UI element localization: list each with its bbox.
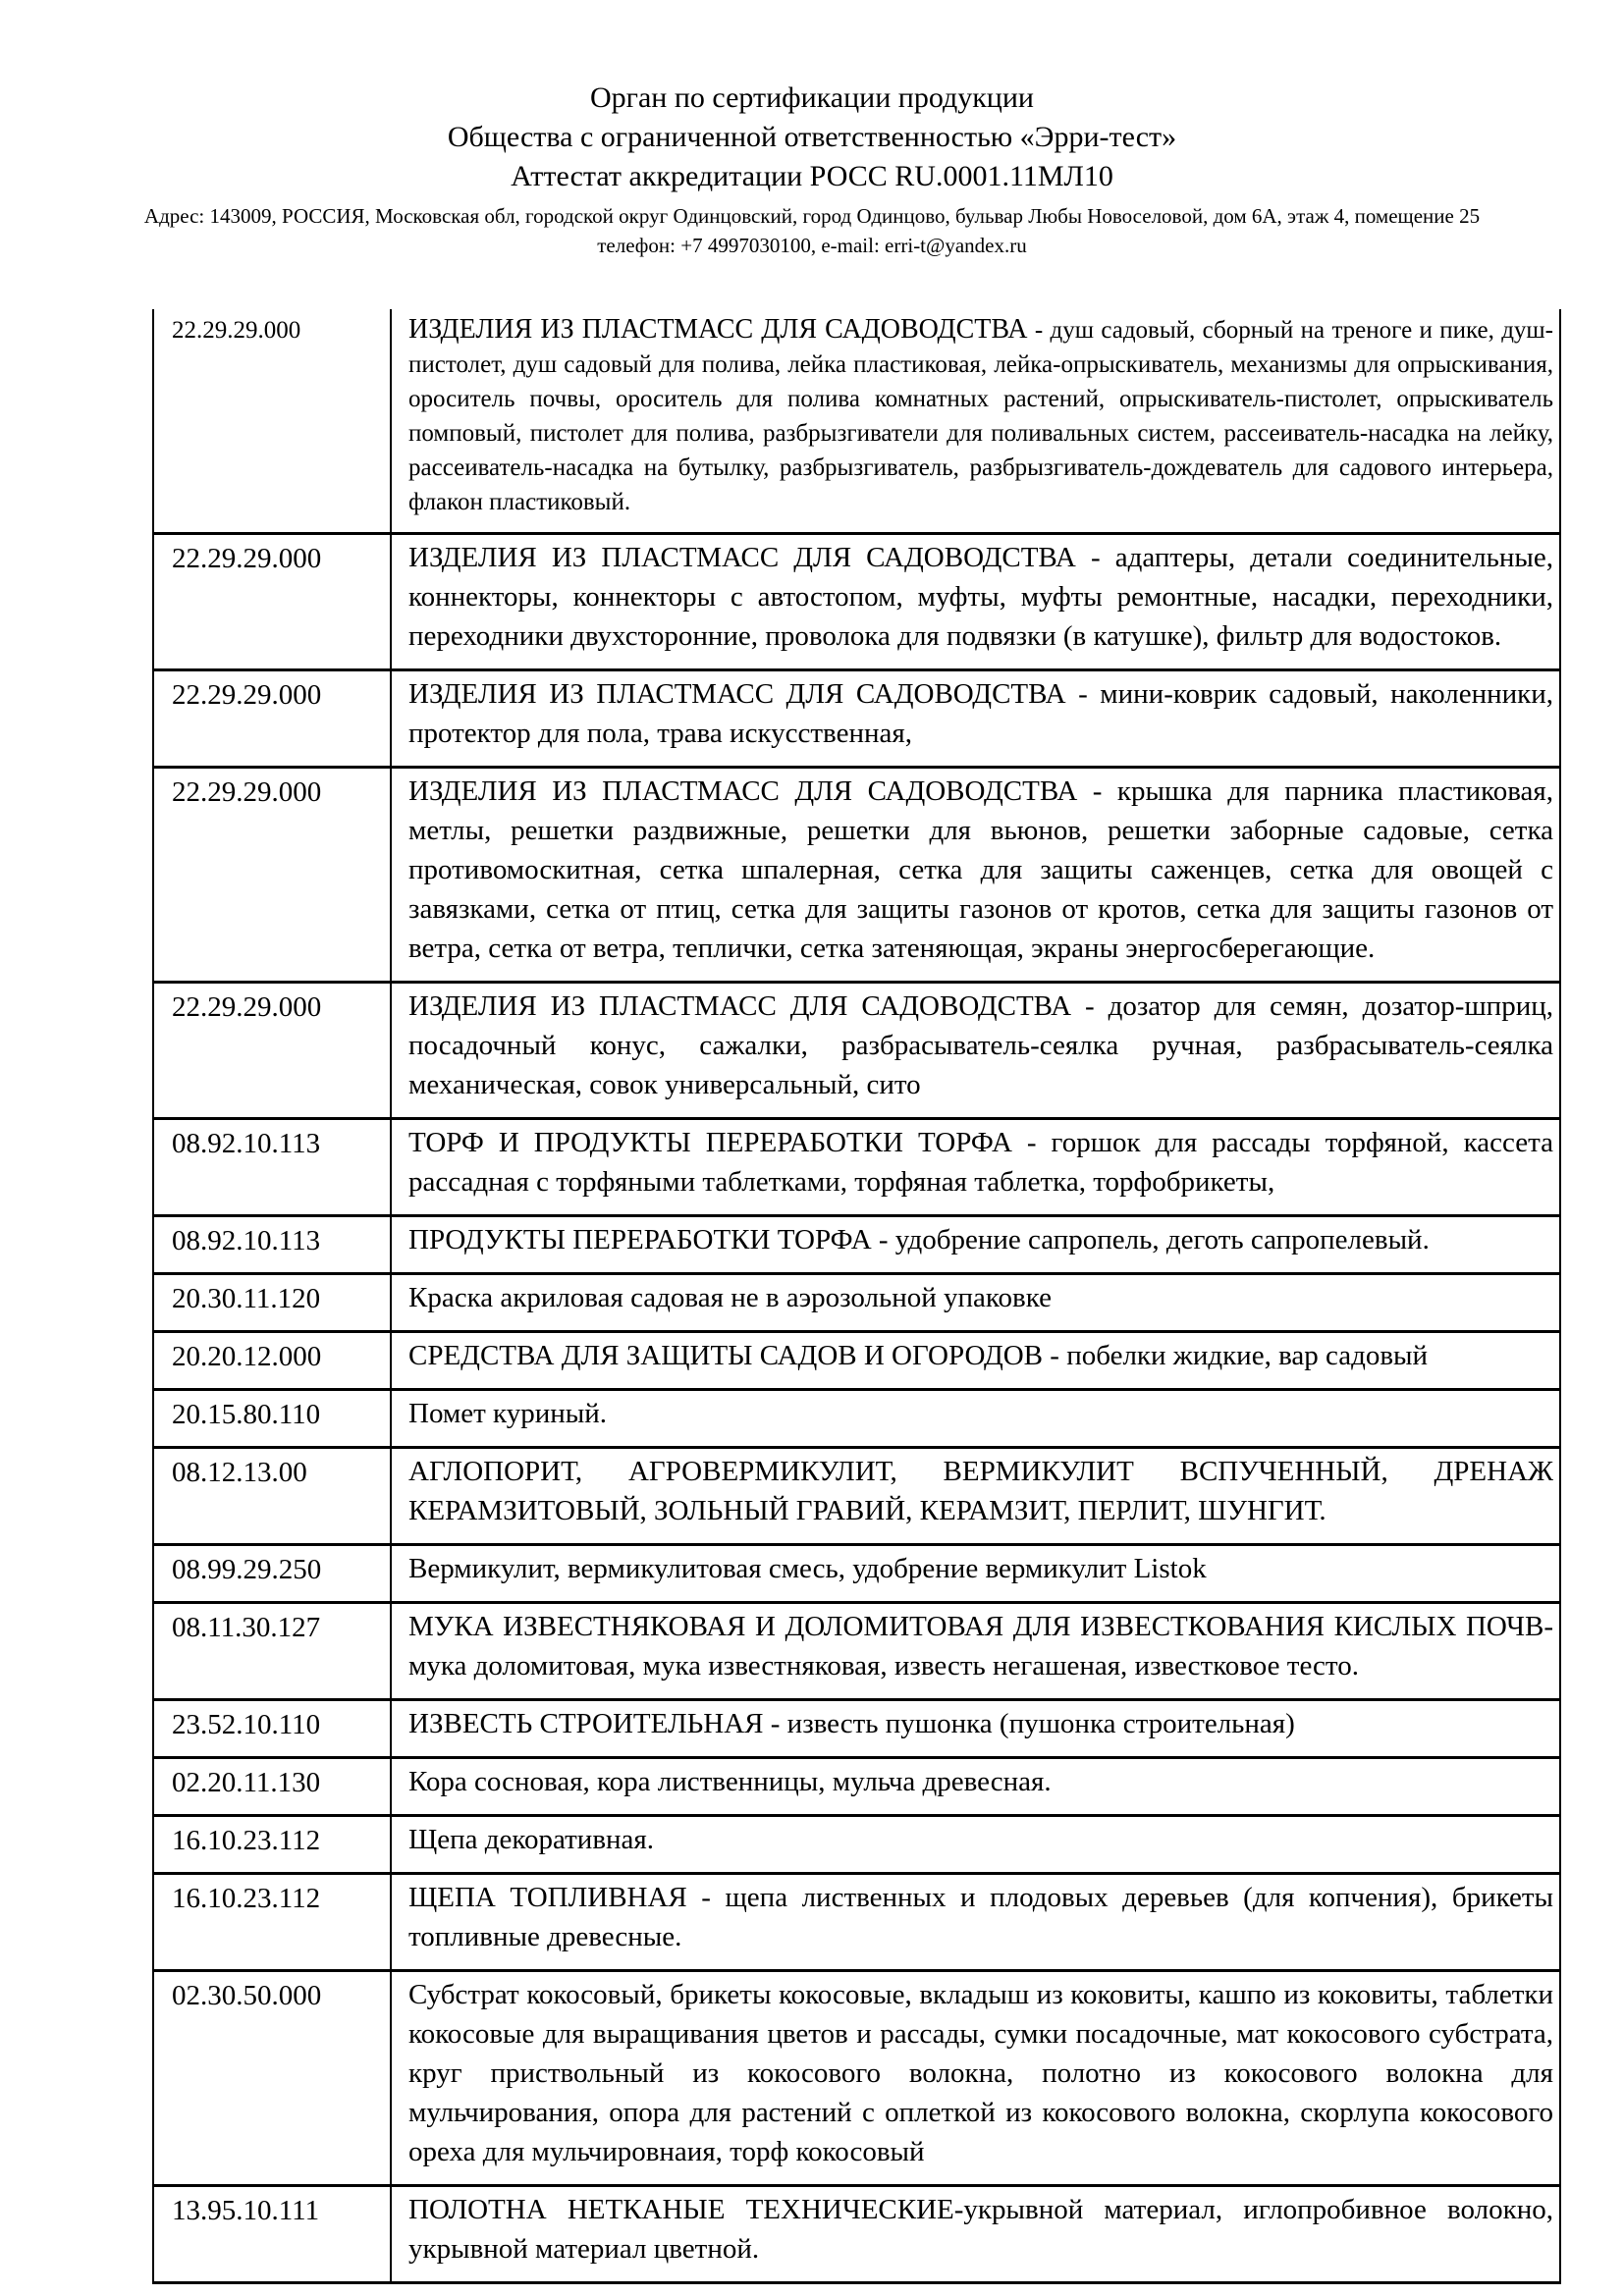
product-description-cell (391, 1216, 1560, 1274)
description-category-caps: ПРОДУКТЫ ПЕРЕРАБОТКИ ТОРФА (408, 1224, 872, 1255)
product-description-cell (391, 1274, 1560, 1332)
description-items-text: - побелки жидкие, вар садовый (1043, 1340, 1429, 1371)
product-description-cell (391, 1816, 1560, 1874)
product-code-cell: 20.30.11.120 (153, 1274, 391, 1332)
table-row (153, 534, 1560, 670)
description-items-text: - крышка для парника пластиковая, метлы, решетки раздвижные, решетки для вьюнов, решетки заборные садовые, сетка противомоскитная, сетка шпалерная, сетка для защиты саженцев, сетка для овощей с завязками, сетка от птиц, сетка для защиты газонов от кротов, сетка для защиты газонов от ветра, сетка от ветра, теплички, сетка затеняющая, экраны энергосберегающие. (408, 775, 1553, 964)
table-row (153, 1390, 1560, 1448)
table-row (153, 1874, 1560, 1971)
table-row (153, 670, 1560, 768)
document-header (0, 0, 1624, 260)
table-row (153, 1603, 1560, 1700)
table-row (153, 1119, 1560, 1216)
description-category-caps: АГЛОПОРИТ, АГРОВЕРМИКУЛИТ, ВЕРМИКУЛИТ ВСПУЧЕННЫЙ, ДРЕНАЖ КЕРАМЗИТОВЫЙ, ЗОЛЬНЫЙ ГРАВИЙ, КЕРАМЗИТ, ПЕРЛИТ, ШУНГИТ. (408, 1456, 1553, 1526)
product-description-cell (391, 1545, 1560, 1603)
product-description-cell (391, 670, 1560, 768)
table-row (153, 2186, 1560, 2283)
description-category-caps: ИЗВЕСТЬ СТРОИТЕЛЬНАЯ (408, 1708, 764, 1739)
description-items-text: - горшок для рассады торфяной, кассета рассадная с торфяными таблетками, торфяная таблетка, торфобрикеты, (408, 1127, 1553, 1198)
product-code-cell: 08.99.29.250 (153, 1545, 391, 1603)
product-code-cell: 02.30.50.000 (153, 1971, 391, 2186)
product-code-cell: 23.52.10.110 (153, 1700, 391, 1758)
header-company-line: Общества с ограниченной ответственностью «Эрри-тест» (447, 121, 1177, 153)
description-items-text: Вермикулит, вермикулитовая смесь, удобрение вермикулит Listok (408, 1553, 1207, 1584)
product-description-cell (391, 983, 1560, 1119)
description-items-text: - известь пушонка (пушонка строительная) (763, 1708, 1295, 1739)
product-description-cell (391, 534, 1560, 670)
table-row (153, 1816, 1560, 1874)
product-code-cell: 20.20.12.000 (153, 1332, 391, 1390)
product-code-cell: 22.29.29.000 (153, 534, 391, 670)
header-address: Адрес: 143009, РОССИЯ, Московская обл, городской округ Одинцовский, город Одинцово, бульвар Любы Новоселовой, дом 6А, этаж 4, помещение 25 (143, 204, 1481, 228)
description-items-text: - щепа лиственных и плодовых деревьев (для копчения), брикеты топливные древесные. (408, 1882, 1553, 1952)
table-row (153, 1216, 1560, 1274)
description-items-text: - мини-коврик садовый, наколенники, протектор для пола, трава искусственная, (408, 678, 1554, 749)
description-category-caps: МУКА ИЗВЕСТНЯКОВАЯ И ДОЛОМИТОВАЯ ДЛЯ ИЗВЕСТКОВАНИЯ КИСЛЫХ ПОЧВ (408, 1611, 1544, 1642)
product-description-cell (391, 1119, 1560, 1216)
product-description-cell (391, 1700, 1560, 1758)
table-row (153, 1545, 1560, 1603)
description-category-caps: ИЗДЕЛИЯ ИЗ ПЛАСТМАСС ДЛЯ САДОВОДСТВА (408, 542, 1076, 573)
description-category-caps: ПОЛОТНА НЕТКАНЫЕ ТЕХНИЧЕСКИЕ (408, 2194, 954, 2225)
description-items-text: -укрывной материал, иглопробивное волокно, укрывной материал цветной. (408, 2194, 1554, 2265)
description-items-text: - удобрение сапропель, деготь сапропелевый. (871, 1224, 1430, 1255)
product-code-cell: 16.10.23.112 (153, 1816, 391, 1874)
product-code-cell: 22.29.29.000 (153, 670, 391, 768)
product-code-cell: 20.15.80.110 (153, 1390, 391, 1448)
product-description-cell (391, 1758, 1560, 1816)
product-description-cell (391, 1603, 1560, 1700)
description-items-text: -мука доломитовая, мука известняковая, известь негашеная, известковое тесто. (408, 1611, 1553, 1682)
product-code-cell: 08.12.13.00 (153, 1448, 391, 1545)
product-code-cell: 08.92.10.113 (153, 1119, 391, 1216)
description-items-text: Субстрат кокосовый, брикеты кокосовые, вкладыш из коковиты, кашпо из коковиты, таблетки кокосовые для выращивания цветов и рассады, сумки посадочные, мат кокосового субстрата, круг приствольный из кокосового волокна, полотно из кокосового волокна для мульчирования, опора для растений с оплеткой из кокосового волокна, скорлупа кокосового ореха для мульчировнаия, торф кокосовый (408, 1979, 1553, 2167)
description-items-text: Помет куриный. (408, 1398, 608, 1429)
description-items-text: - дозатор для семян, дозатор-шприц, посадочный конус, сажалки, разбрасыватель-сеялка ручная, разбрасыватель-сеялка механическая, совок универсальный, сито (408, 990, 1553, 1100)
product-code-cell: 13.95.10.111 (153, 2186, 391, 2283)
product-code-cell: 22.29.29.000 (153, 768, 391, 983)
description-category-caps: ЩЕПА ТОПЛИВНАЯ (408, 1882, 687, 1913)
product-code-cell: 22.29.29.000 (153, 309, 391, 534)
product-code-cell: 02.20.11.130 (153, 1758, 391, 1816)
table-row (153, 1332, 1560, 1390)
table-row (153, 1700, 1560, 1758)
description-items-text: Краска акриловая садовая не в аэрозольной упаковке (408, 1282, 1052, 1313)
description-category-caps: ИЗДЕЛИЯ ИЗ ПЛАСТМАСС ДЛЯ САДОВОДСТВА (408, 775, 1078, 807)
description-items-text: Кора сосновая, кора лиственницы, мульча древесная. (408, 1766, 1052, 1797)
description-items-text: - душ садовый, сборный на треноге и пике, душ-пистолет, душ садовый для полива, лейка пластиковая, лейка-опрыскиватель, механизмы для опрыскивания, ороситель почвы, ороситель для полива комнатных растений, опрыскиватель-пистолет, опрыскиватель помповый, пистолет для полива, разбрызгиватели для поливальных систем, рассеиватель-насадка на лейку, рассеиватель-насадка на бутылку, разбрызгиватель, разбрызгиватель-дождеватель для садового интерьера, флакон пластиковый. (408, 317, 1553, 515)
table-row (153, 1971, 1560, 2186)
header-attestation-line: Аттестат аккредитации РОСС RU.0001.11МЛ10 (511, 160, 1113, 192)
description-category-caps: ИЗДЕЛИЯ ИЗ ПЛАСТМАСС ДЛЯ САДОВОДСТВА (408, 678, 1066, 710)
table-row (153, 1274, 1560, 1332)
product-description-cell (391, 768, 1560, 983)
description-items-text: - адаптеры, детали соединительные, коннекторы, коннекторы с автостопом, муфты, муфты ремонтные, насадки, переходники, переходники двухсторонние, проволока для подвязки (в катушке), фильтр для водостоков. (408, 542, 1553, 652)
product-description-cell (391, 2186, 1560, 2283)
product-code-cell: 22.29.29.000 (153, 983, 391, 1119)
header-contact: телефон: +7 4997030100, e-mail: erri-t@yandex.ru (597, 234, 1027, 257)
products-table-body (153, 309, 1560, 2283)
product-description-cell (391, 1448, 1560, 1545)
product-code-cell: 08.92.10.113 (153, 1216, 391, 1274)
header-org-line: Орган по сертификации продукции (590, 81, 1034, 114)
product-description-cell (391, 1874, 1560, 1971)
product-description-cell (391, 1971, 1560, 2186)
description-category-caps: ИЗДЕЛИЯ ИЗ ПЛАСТМАСС ДЛЯ САДОВОДСТВА (408, 990, 1072, 1022)
product-description-cell (391, 1390, 1560, 1448)
description-category-caps: СРЕДСТВА ДЛЯ ЗАЩИТЫ САДОВ И ОГОРОДОВ (408, 1340, 1044, 1371)
product-description-cell (391, 1332, 1560, 1390)
product-code-cell: 08.11.30.127 (153, 1603, 391, 1700)
product-code-cell: 16.10.23.112 (153, 1874, 391, 1971)
table-row (153, 1758, 1560, 1816)
description-items-text: Щепа декоративная. (408, 1824, 654, 1855)
product-description-cell (391, 309, 1560, 534)
table-row (153, 983, 1560, 1119)
description-category-caps: ИЗДЕЛИЯ ИЗ ПЛАСТМАСС ДЛЯ САДОВОДСТВА (408, 314, 1028, 345)
products-table (152, 309, 1561, 2284)
table-row (153, 309, 1560, 534)
table-row (153, 1448, 1560, 1545)
description-category-caps: ТОРФ И ПРОДУКТЫ ПЕРЕРАБОТКИ ТОРФА (408, 1127, 1012, 1158)
table-row (153, 768, 1560, 983)
